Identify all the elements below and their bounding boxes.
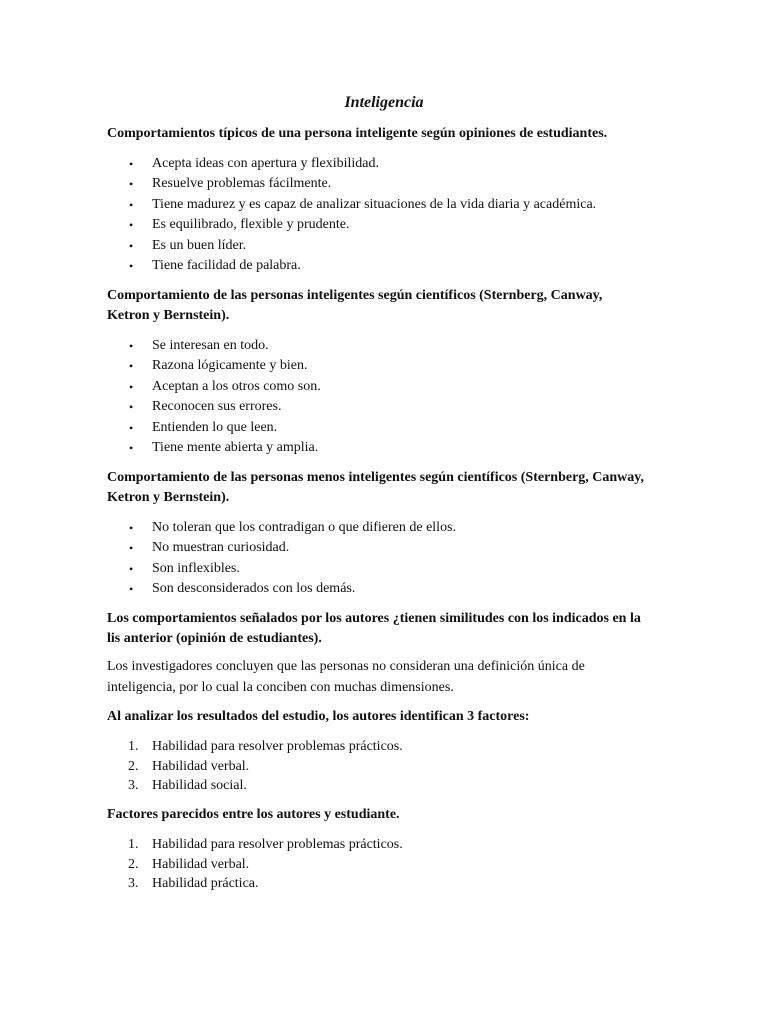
bullet-icon: • (129, 197, 134, 212)
document-page: Inteligencia Comportamientos típicos de una persona inteligente según opiniones de estudiantes. • Acepta ideas con apertura y flexibilidad. • Resuelve problemas fácilmente. • Tiene madurez y es capaz de analizar situaciones de la vida diaria y académica. • Es equilibrado, flexible y prudente. • Es un buen líder. • Tiene facilidad de palabra. Comportamiento de las personas inteligentes según científicos (Sternberg, Canway, Ketron y Bernstein). • Se interesan en todo. • Razona lógicamente y bien. • Aceptan a los otros como son. • Reconocen sus errores. • Entienden lo que leen. • Tiene mente abierta y amplia. Comportamiento de las personas menos inteligentes según científicos (Sternberg, Canway, Ketron y Bernstein). • No toleran que los contradigan o que difieren de ellos. • No muestran curiosidad. • Son inflexibles. • Son desconsiderados con los demás. Los comportamientos señalados por los autores ¿tienen similitudes con los indicados en la lis anterior (opinión de estudiantes). Los investigadores concluyen que las personas no consideran una definición única de inteligencia, por lo cual la conciben con muchas dimensiones. Al analizar los resultados del estudio, los autores identifican 3 factores: 1. Habilidad para resolver problemas prácticos. 2. Habilidad verbal. 3. Habilidad social. Factores parecidos entre los autores y estudiante. 1. Habilidad para resolver problemas prácticos. 2. Habilidad verbal. 3. Habilidad práctica. (0, 0, 768, 1024)
section-heading-intelligent-scientists: Comportamiento de las personas inteligentes según científicos (Sternberg, Canway, Ketron y Bernstein). (107, 288, 603, 323)
bullet-icon: • (129, 177, 134, 192)
bullet-icon: • (129, 521, 134, 535)
bullet-icon: • (129, 339, 134, 353)
bullet-icon: • (129, 420, 134, 435)
bullet-icon: • (129, 541, 134, 556)
conclusion-paragraph: Los investigadores concluyen que las personas no consideran una definición única de inteligencia, por lo cual la conciben con muchas dimensiones. (107, 659, 585, 695)
section-heading-similar-factors: Factores parecidos entre los autores y estudiante. (107, 807, 400, 822)
bullet-icon: • (129, 561, 134, 576)
bullet-icon: • (129, 258, 134, 273)
bullet-icon: • (129, 440, 134, 455)
bullet-icon: • (129, 157, 134, 171)
bullet-icon: • (129, 238, 134, 253)
section-heading-student-opinions: Comportamientos típicos de una persona inteligente según opiniones de estudiantes. (107, 126, 608, 141)
bullet-icon: • (129, 379, 134, 394)
bullet-icon: • (129, 218, 134, 233)
section-heading-less-intelligent-scientists: Comportamiento de las personas menos inteligentes según científicos (Sternberg, Canway, Ketron y Bernstein). (107, 470, 645, 505)
bullet-icon: • (129, 359, 134, 374)
bullet-icon: • (129, 582, 134, 597)
document-title: Inteligencia (344, 94, 424, 111)
section-heading-similarities-question: Los comportamientos señalados por los autores ¿tienen similitudes con los indicados en la lis anterior (opinión de estudiantes). (107, 611, 641, 646)
bullet-icon: • (129, 400, 134, 415)
section-heading-three-factors: Al analizar los resultados del estudio, los autores identifican 3 factores: (107, 709, 530, 724)
